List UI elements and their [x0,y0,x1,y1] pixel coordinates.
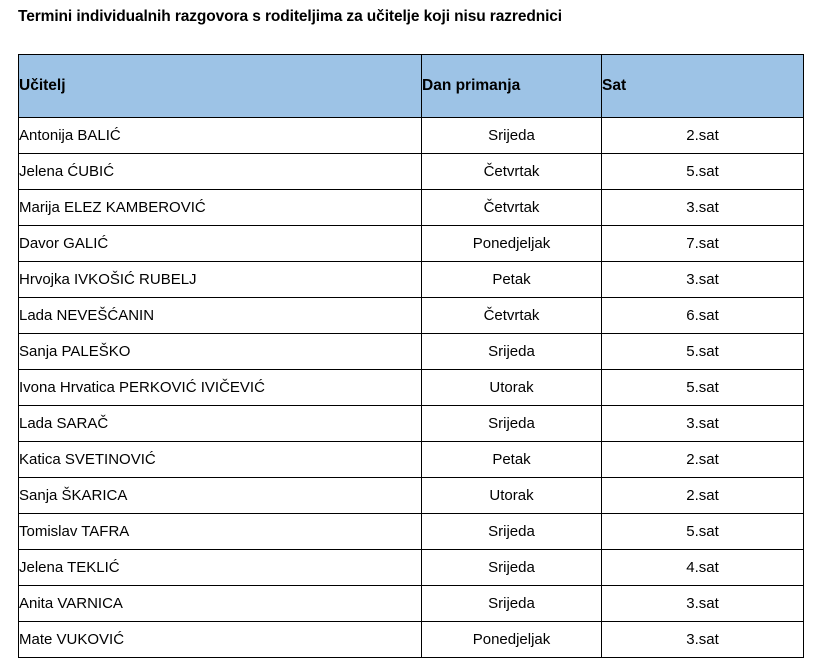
day-cell: Utorak [422,478,602,514]
column-header-teacher: Učitelj [19,55,422,118]
table-row [19,226,804,262]
teacher-cell: Marija ELEZ KAMBEROVIĆ [19,190,422,226]
day-cell: Petak [422,442,602,478]
day-cell: Ponedjeljak [422,226,602,262]
header-row [19,55,804,118]
day-cell: Srijeda [422,514,602,550]
day-cell: Ponedjeljak [422,622,602,658]
teacher-cell: Lada SARAČ [19,406,422,442]
hour-cell: 3.sat [602,622,804,658]
schedule-table [18,54,804,658]
day-cell: Srijeda [422,586,602,622]
day-cell: Petak [422,262,602,298]
hour-cell: 3.sat [602,262,804,298]
hour-cell: 5.sat [602,514,804,550]
day-cell: Četvrtak [422,154,602,190]
teacher-cell: Hrvojka IVKOŠIĆ RUBELJ [19,262,422,298]
table-row [19,334,804,370]
table-row [19,442,804,478]
teacher-cell: Mate VUKOVIĆ [19,622,422,658]
teacher-cell: Davor GALIĆ [19,226,422,262]
teacher-cell: Lada NEVEŠĆANIN [19,298,422,334]
hour-cell: 5.sat [602,334,804,370]
teacher-cell: Jelena TEKLIĆ [19,550,422,586]
teacher-cell: Sanja ŠKARICA [19,478,422,514]
hour-cell: 3.sat [602,586,804,622]
hour-cell: 3.sat [602,190,804,226]
table-row [19,622,804,658]
day-cell: Srijeda [422,118,602,154]
teacher-cell: Katica SVETINOVIĆ [19,442,422,478]
teacher-cell: Anita VARNICA [19,586,422,622]
table-row [19,190,804,226]
day-cell: Utorak [422,370,602,406]
table-row [19,514,804,550]
hour-cell: 2.sat [602,118,804,154]
column-header-hour: Sat [602,55,804,118]
table-header [19,55,804,118]
hour-cell: 6.sat [602,298,804,334]
table-row [19,370,804,406]
table-row [19,262,804,298]
table-row [19,586,804,622]
hour-cell: 5.sat [602,154,804,190]
hour-cell: 3.sat [602,406,804,442]
teacher-cell: Tomislav TAFRA [19,514,422,550]
hour-cell: 4.sat [602,550,804,586]
table-row [19,550,804,586]
hour-cell: 5.sat [602,370,804,406]
teacher-cell: Antonija BALIĆ [19,118,422,154]
table-row [19,478,804,514]
day-cell: Srijeda [422,334,602,370]
teacher-cell: Ivona Hrvatica PERKOVIĆ IVIČEVIĆ [19,370,422,406]
teacher-cell: Sanja PALEŠKO [19,334,422,370]
day-cell: Srijeda [422,406,602,442]
page-title: Termini individualnih razgovora s roditeljima za učitelje koji nisu razrednici [18,8,563,25]
table-row [19,154,804,190]
table-row [19,118,804,154]
column-header-day: Dan primanja [422,55,602,118]
hour-cell: 2.sat [602,478,804,514]
table-row [19,298,804,334]
hour-cell: 2.sat [602,442,804,478]
teacher-cell: Jelena ĆUBIĆ [19,154,422,190]
hour-cell: 7.sat [602,226,804,262]
table-body [19,118,804,658]
day-cell: Srijeda [422,550,602,586]
day-cell: Četvrtak [422,298,602,334]
table-row [19,406,804,442]
day-cell: Četvrtak [422,190,602,226]
